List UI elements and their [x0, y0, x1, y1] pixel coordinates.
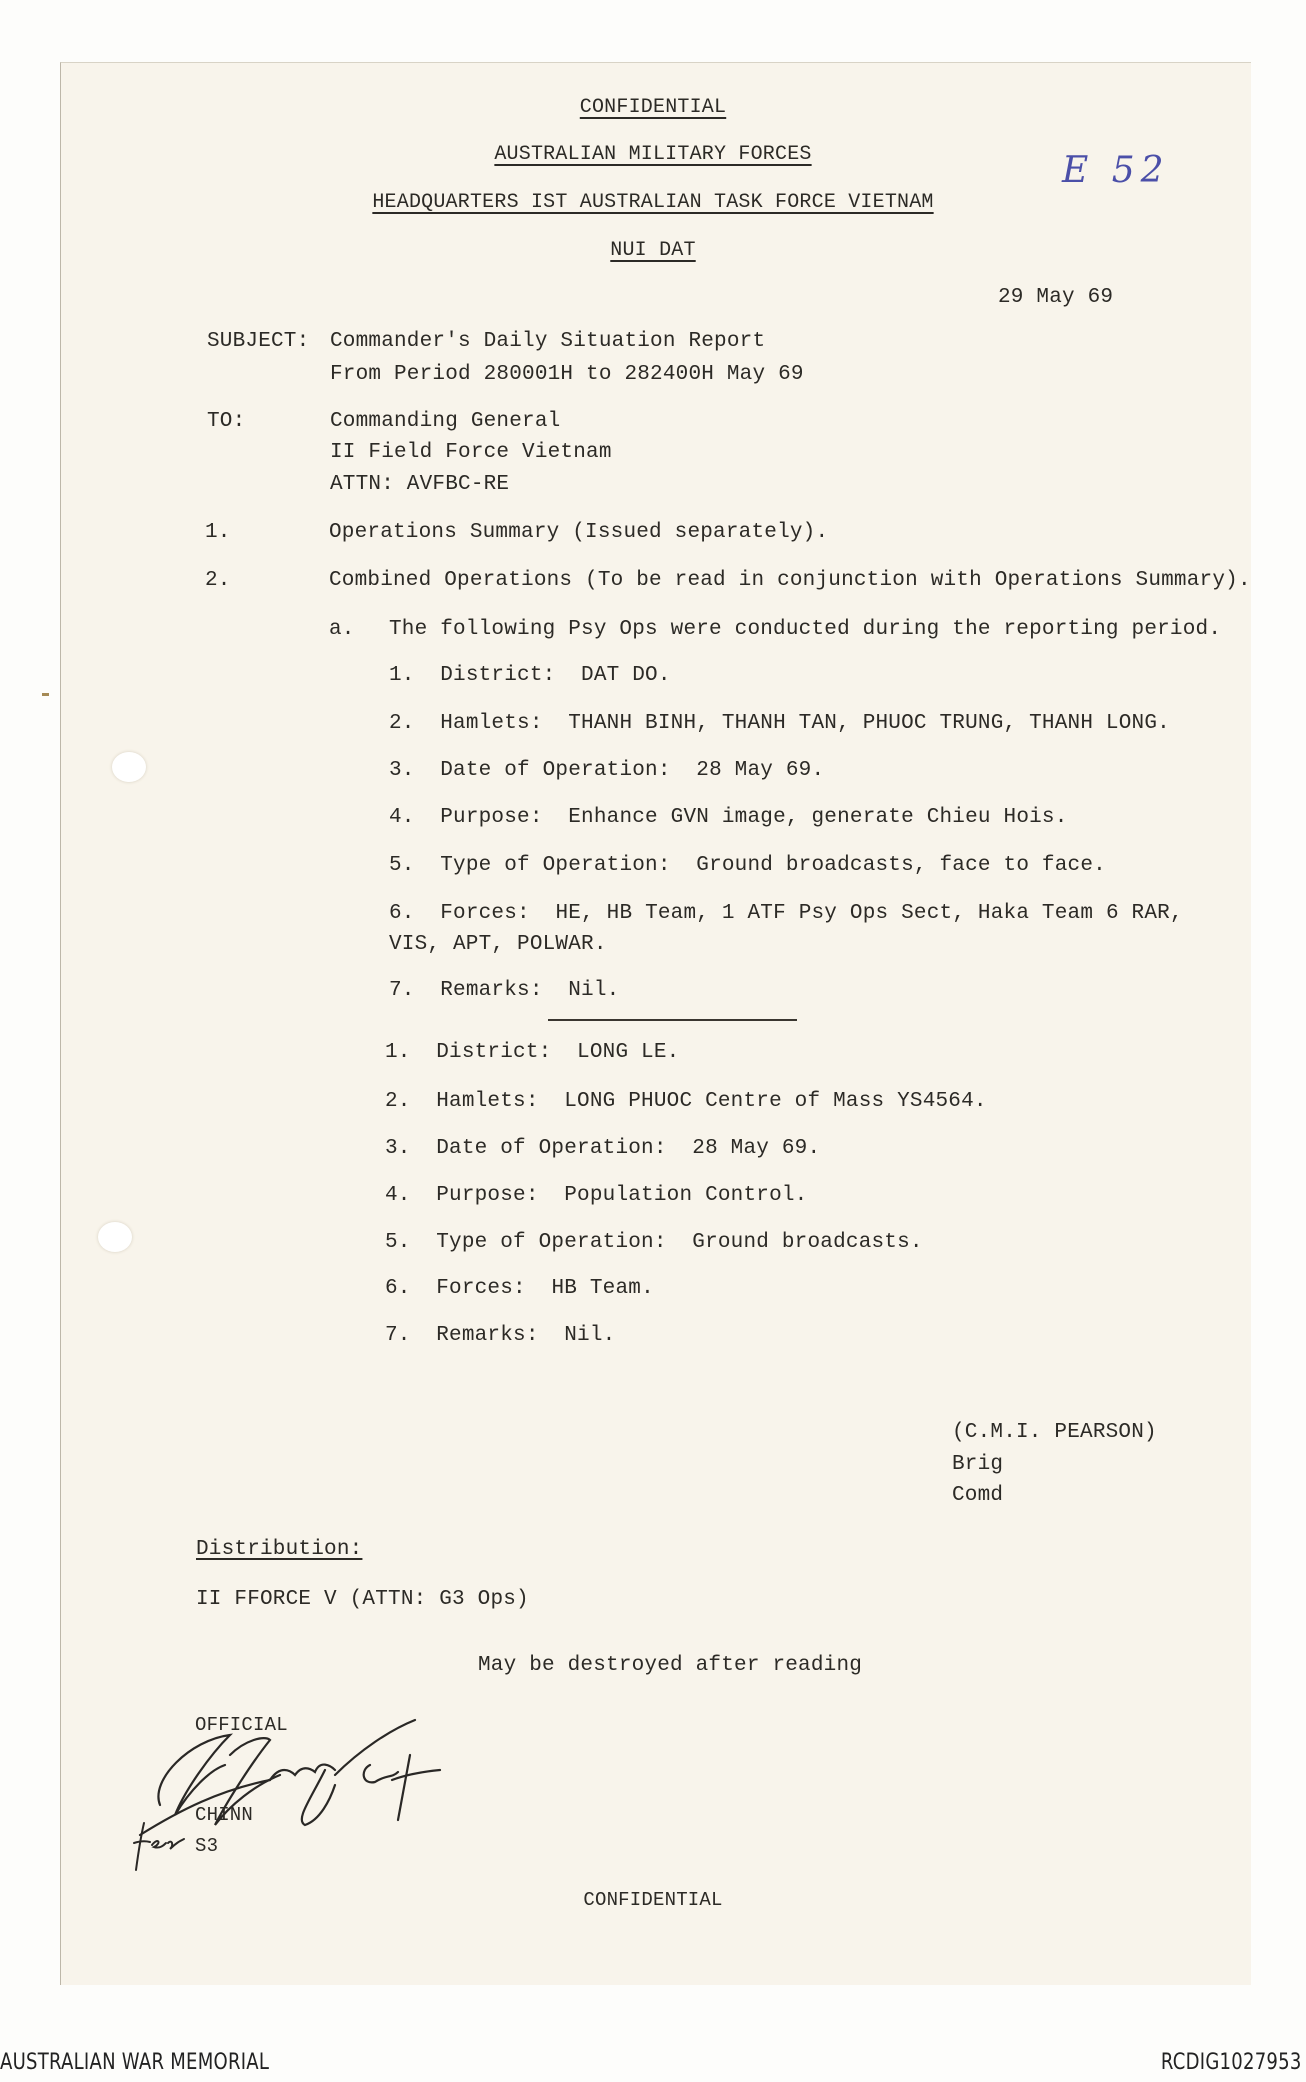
list-item: [385, 1041, 679, 1065]
disposal-note: May be destroyed after reading: [478, 1654, 863, 1677]
item-value: LONG LE.: [577, 1041, 680, 1064]
item-label: Hamlets:: [436, 1090, 539, 1113]
list-item: [389, 712, 1170, 736]
item-value: 28 May 69.: [692, 1137, 821, 1160]
signatory-rank: Brig: [952, 1453, 1004, 1476]
item-number: 5.: [389, 854, 415, 877]
punch-hole: [112, 752, 146, 782]
list-item: [385, 1231, 923, 1255]
subparagraph-letter: a.: [329, 618, 355, 641]
item-number: 2.: [389, 712, 415, 735]
subject-line-2: From Period 280001H to 282400H May 69: [330, 363, 804, 386]
item-label: Date of Operation:: [436, 1137, 667, 1160]
to-line-3: ATTN: AVFBC-RE: [330, 473, 510, 496]
classification-bottom: CONFIDENTIAL: [583, 1889, 723, 1911]
item-number: 6.: [385, 1277, 411, 1300]
item-number: 7.: [389, 979, 415, 1002]
list-item: [385, 1324, 615, 1348]
item-value: 28 May 69.: [696, 759, 825, 782]
list-item: [389, 664, 671, 688]
item-label: District:: [436, 1041, 552, 1064]
item-value: Ground broadcasts.: [692, 1231, 923, 1254]
list-item: [389, 854, 1106, 878]
item-label: District:: [440, 664, 556, 687]
footer-record-id: RCDIG1027953: [1161, 2050, 1302, 2075]
punch-hole: [98, 1222, 132, 1252]
paper-mark: [42, 693, 49, 696]
item-value: DAT DO.: [581, 664, 671, 687]
to-label: TO:: [207, 410, 246, 433]
item-number: 4.: [385, 1184, 411, 1207]
list-item-continuation: VIS, APT, POLWAR.: [389, 933, 607, 956]
organization-heading: AUSTRALIAN MILITARY FORCES: [494, 143, 812, 166]
item-label: Forces:: [440, 902, 530, 925]
item-number: 2.: [385, 1090, 411, 1113]
headquarters-heading: HEADQUARTERS IST AUSTRALIAN TASK FORCE VIETNAM: [372, 191, 934, 214]
subparagraph-text: The following Psy Ops were conducted during the reporting period.: [389, 618, 1222, 641]
list-item: [389, 979, 619, 1003]
handwritten-for-mark: [130, 1815, 190, 1875]
item-number: 1.: [389, 664, 415, 687]
paragraph-number: 1.: [205, 521, 231, 544]
file-reference-handwritten: E 52: [1062, 150, 1170, 191]
list-item: [385, 1137, 820, 1161]
classification-top: CONFIDENTIAL: [579, 96, 727, 119]
official-label: OFFICIAL: [195, 1714, 288, 1736]
list-item: [389, 759, 824, 783]
item-value: Enhance GVN image, generate Chieu Hois.: [568, 806, 1068, 829]
item-value: HB Team.: [551, 1277, 654, 1300]
item-value: THANH BINH, THANH TAN, PHUOC TRUNG, THANH LONG.: [568, 712, 1170, 735]
item-value: LONG PHUOC Centre of Mass YS4564.: [564, 1090, 987, 1113]
item-label: Remarks:: [440, 979, 543, 1002]
item-label: Remarks:: [436, 1324, 539, 1347]
item-label: Type of Operation:: [440, 854, 671, 877]
subject-line-1: Commander's Daily Situation Report: [330, 330, 766, 353]
item-number: 7.: [385, 1324, 411, 1347]
list-item: [385, 1277, 654, 1301]
item-value: Population Control.: [564, 1184, 808, 1207]
section-divider: [548, 1019, 797, 1021]
item-value: Ground broadcasts, face to face.: [696, 854, 1106, 877]
to-line-1: Commanding General: [330, 410, 561, 433]
item-number: 5.: [385, 1231, 411, 1254]
item-label: Hamlets:: [440, 712, 543, 735]
item-label: Type of Operation:: [436, 1231, 667, 1254]
item-value: Nil.: [568, 979, 620, 1002]
footer-institution: AUSTRALIAN WAR MEMORIAL: [0, 2050, 270, 2075]
to-line-2: II Field Force Vietnam: [330, 441, 612, 464]
signatory-appointment: Comd: [952, 1484, 1004, 1507]
location-heading: NUI DAT: [610, 239, 696, 262]
item-label: Forces:: [436, 1277, 526, 1300]
list-item: [389, 806, 1068, 830]
item-label: Purpose:: [436, 1184, 539, 1207]
authenticator-appointment: S3: [195, 1835, 219, 1857]
item-number: 6.: [389, 902, 415, 925]
paragraph-number: 2.: [205, 569, 231, 592]
distribution-label: Distribution:: [196, 1538, 363, 1561]
authenticator-name: CHINN: [195, 1804, 254, 1826]
paragraph-text: Combined Operations (To be read in conjunction with Operations Summary).: [329, 569, 1251, 592]
distribution-recipient: II FFORCE V (ATTN: G3 Ops): [196, 1588, 529, 1611]
item-number: 3.: [385, 1137, 411, 1160]
list-item: [385, 1090, 987, 1114]
item-label: Date of Operation:: [440, 759, 671, 782]
signatory-name: (C.M.I. PEARSON): [952, 1421, 1157, 1444]
list-item: [389, 902, 1183, 926]
item-number: 3.: [389, 759, 415, 782]
item-number: 4.: [389, 806, 415, 829]
item-value: HE, HB Team, 1 ATF Psy Ops Sect, Haka Team 6 RAR,: [555, 902, 1183, 925]
paragraph-text: Operations Summary (Issued separately).: [329, 521, 829, 544]
list-item: [385, 1184, 808, 1208]
item-label: Purpose:: [440, 806, 543, 829]
subject-label: SUBJECT:: [207, 330, 310, 353]
item-number: 1.: [385, 1041, 411, 1064]
item-value: Nil.: [564, 1324, 616, 1347]
document-date: 29 May 69: [998, 286, 1114, 309]
